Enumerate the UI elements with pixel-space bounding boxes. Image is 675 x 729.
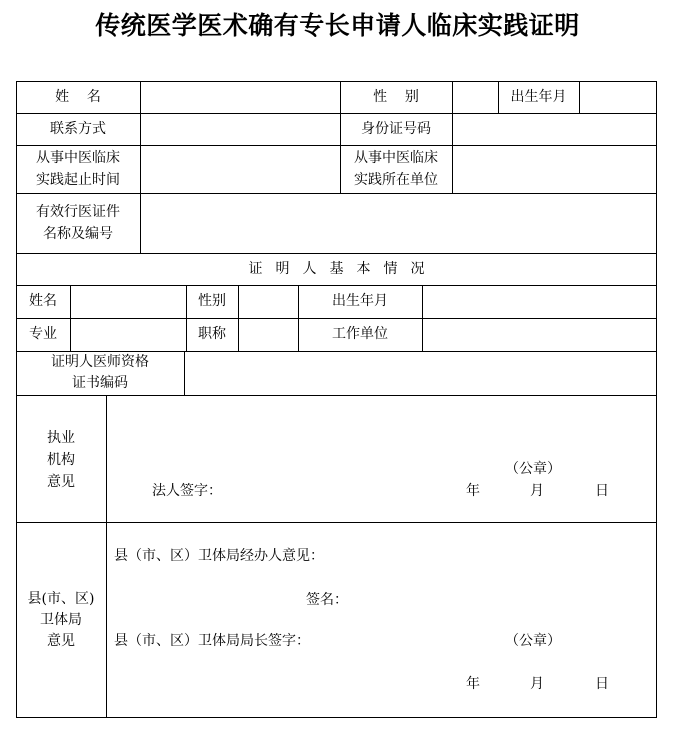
applicant-contact-label: 联系方式 xyxy=(50,121,106,137)
witness-name-label: 姓名 xyxy=(29,293,57,309)
institution-label-line2: 机构 xyxy=(47,452,75,468)
institution-month-label: 月 xyxy=(530,483,544,499)
institution-year-label: 年 xyxy=(466,483,480,499)
institution-seal-text: （公章） xyxy=(505,461,561,477)
bureau-handler-opinion-label: 县（市、区）卫体局经办人意见： xyxy=(114,548,324,564)
practice-unit-label-line1: 从事中医临床 xyxy=(354,150,438,166)
document-title: 传统医学医术确有专长申请人临床实践证明 xyxy=(95,11,580,40)
applicant-name-label: 姓 名 xyxy=(55,89,101,105)
bureau-label-line2: 卫体局 xyxy=(40,612,82,628)
bureau-director-signature-label: 县（市、区）卫体局局长签字： xyxy=(114,633,310,649)
bureau-year-label: 年 xyxy=(466,676,480,692)
practice-unit-label-line2: 实践所在单位 xyxy=(354,172,438,188)
license-label-line1: 有效行医证件 xyxy=(36,204,120,220)
bureau-label-line1: 县(市、区) xyxy=(27,591,95,607)
witness-specialty-label: 专业 xyxy=(29,326,57,342)
witness-cert-label-line2: 证书编码 xyxy=(72,375,128,391)
institution-day-label: 日 xyxy=(595,483,609,499)
bureau-label-line3: 意见 xyxy=(47,633,75,649)
applicant-gender-label: 性 别 xyxy=(373,89,419,105)
applicant-id-label: 身份证号码 xyxy=(361,121,431,137)
bureau-seal-text: （公章） xyxy=(505,633,561,649)
bureau-month-label: 月 xyxy=(530,676,544,692)
bureau-day-label: 日 xyxy=(595,676,609,692)
institution-label-line1: 执业 xyxy=(47,430,75,446)
witness-workplace-label: 工作单位 xyxy=(332,326,388,342)
witness-cert-label-line1: 证明人医师资格 xyxy=(51,354,149,370)
applicant-birth-label: 出生年月 xyxy=(510,89,567,105)
witness-birth-label: 出生年月 xyxy=(332,293,388,309)
witness-section-title: 证明人基本情况 xyxy=(248,261,438,277)
license-label-line2: 名称及编号 xyxy=(43,226,113,242)
witness-gender-label: 性别 xyxy=(198,293,226,309)
bureau-sign-label: 签名： xyxy=(306,592,348,608)
witness-title-label: 职称 xyxy=(198,326,226,342)
institution-legal-signature-label: 法人签字： xyxy=(152,483,222,499)
institution-label-line3: 意见 xyxy=(47,474,75,490)
practice-period-label-line1: 从事中医临床 xyxy=(36,150,120,166)
practice-period-label-line2: 实践起止时间 xyxy=(36,172,120,188)
